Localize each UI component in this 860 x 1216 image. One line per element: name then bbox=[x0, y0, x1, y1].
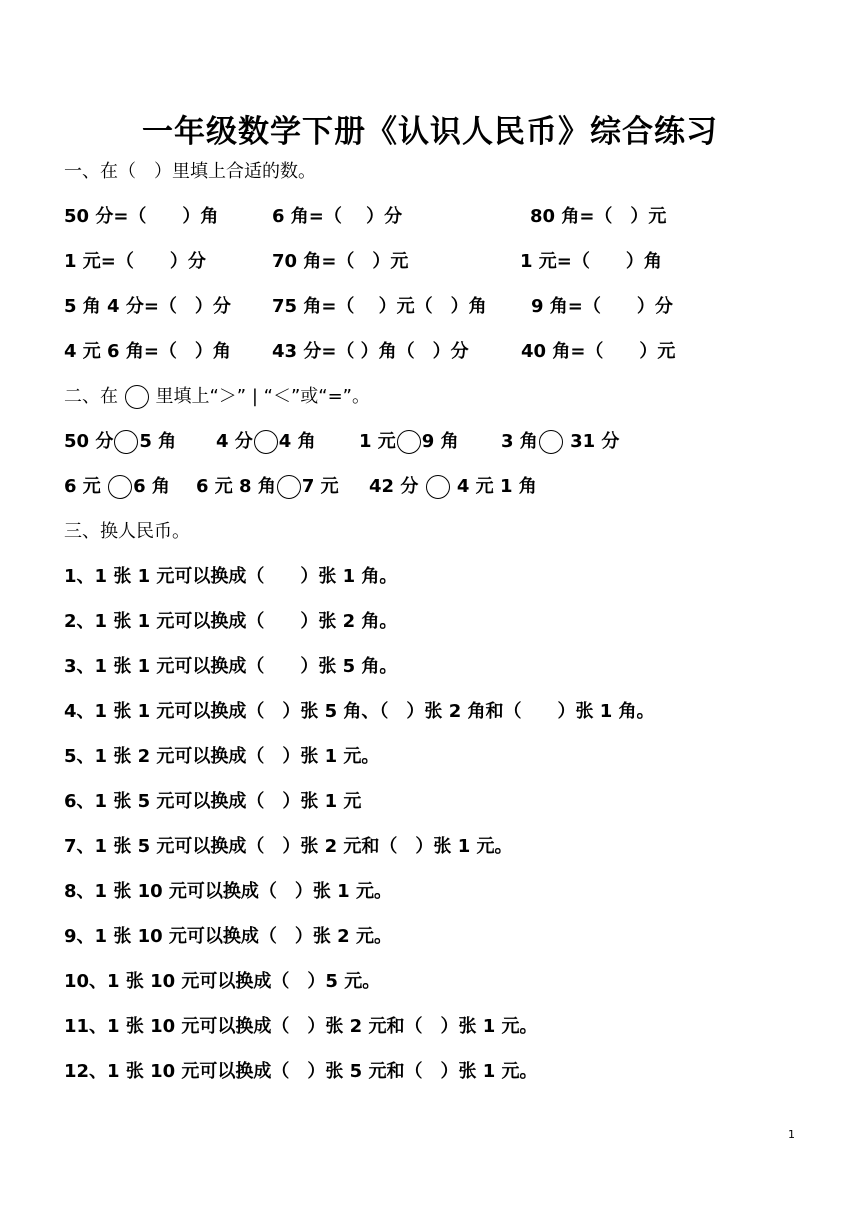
fill-item: 50 分=（ ）角 bbox=[64, 206, 219, 227]
compare-item bbox=[369, 472, 537, 502]
fill-row-2 bbox=[64, 247, 824, 277]
fill-item: 4 元 6 角=（ ）角 bbox=[64, 341, 231, 362]
fill-item: 1 元=（ ）分 bbox=[64, 251, 206, 272]
fill-item: 1 元=（ ）角 bbox=[520, 251, 662, 272]
fill-item: 80 角=（ ）元 bbox=[530, 206, 667, 227]
compare-left: 50 分 bbox=[64, 431, 114, 452]
section-3-heading: 三、换人民币。 bbox=[64, 521, 190, 542]
answer-circle[interactable] bbox=[539, 430, 563, 454]
exchange-item: 2、1 张 1 元可以换成（ ）张 2 角。 bbox=[64, 611, 398, 632]
fill-item: 5 角 4 分=（ ）分 bbox=[64, 296, 231, 317]
compare-left: 4 分 bbox=[216, 431, 253, 452]
answer-circle[interactable] bbox=[108, 475, 132, 499]
exchange-item: 10、1 张 10 元可以换成（ ）5 元。 bbox=[64, 971, 381, 992]
fill-item: 75 角=（ ）元（ ）角 bbox=[272, 296, 487, 317]
answer-circle[interactable] bbox=[426, 475, 450, 499]
fill-item: 40 角=（ ）元 bbox=[521, 341, 676, 362]
fill-row-4 bbox=[64, 337, 824, 367]
exchange-item: 9、1 张 10 元可以换成（ ）张 2 元。 bbox=[64, 926, 392, 947]
answer-circle[interactable] bbox=[114, 430, 138, 454]
fill-item: 70 角=（ ）元 bbox=[272, 251, 409, 272]
exchange-item: 8、1 张 10 元可以换成（ ）张 1 元。 bbox=[64, 881, 392, 902]
compare-item bbox=[64, 427, 176, 457]
heading-suffix: 里填上“＞” | “＜”或“=”。 bbox=[155, 386, 371, 407]
fill-item: 6 角=（ ）分 bbox=[272, 206, 403, 227]
compare-item bbox=[359, 427, 459, 457]
exchange-item: 6、1 张 5 元可以换成（ ）张 1 元 bbox=[64, 791, 362, 812]
compare-left: 3 角 bbox=[501, 431, 538, 452]
answer-circle[interactable] bbox=[277, 475, 301, 499]
fill-item: 9 角=（ ）分 bbox=[531, 296, 673, 317]
exchange-item: 5、1 张 2 元可以换成（ ）张 1 元。 bbox=[64, 746, 380, 767]
compare-right: 5 角 bbox=[139, 431, 177, 452]
compare-right: 4 元 1 角 bbox=[456, 476, 537, 497]
answer-circle[interactable] bbox=[397, 430, 421, 454]
compare-right: 31 分 bbox=[570, 431, 620, 452]
exchange-item: 1、1 张 1 元可以换成（ ）张 1 角。 bbox=[64, 566, 398, 587]
compare-row-1 bbox=[64, 427, 824, 457]
compare-right: 4 角 bbox=[278, 431, 316, 452]
fill-row-3 bbox=[64, 292, 824, 322]
compare-item bbox=[64, 472, 170, 502]
compare-left: 42 分 bbox=[369, 476, 419, 497]
fill-row-1 bbox=[64, 202, 824, 232]
heading-prefix: 二、在 bbox=[64, 386, 118, 407]
compare-item bbox=[501, 427, 619, 457]
compare-item bbox=[216, 427, 316, 457]
exchange-item: 4、1 张 1 元可以换成（ ）张 5 角、（ ）张 2 角和（ ）张 1 角。 bbox=[64, 701, 655, 722]
compare-item bbox=[196, 472, 339, 502]
answer-circle[interactable] bbox=[254, 430, 278, 454]
compare-right: 6 角 bbox=[133, 476, 170, 497]
compare-row-2 bbox=[64, 472, 824, 502]
page-title: 一年级数学下册《认识人民币》综合练习 bbox=[142, 114, 718, 150]
compare-left: 6 元 8 角 bbox=[196, 476, 276, 497]
compare-right: 7 元 bbox=[301, 476, 339, 497]
exchange-item: 11、1 张 10 元可以换成（ ）张 2 元和（ ）张 1 元。 bbox=[64, 1016, 538, 1037]
exchange-item: 3、1 张 1 元可以换成（ ）张 5 角。 bbox=[64, 656, 398, 677]
exchange-item: 12、1 张 10 元可以换成（ ）张 5 元和（ ）张 1 元。 bbox=[64, 1061, 538, 1082]
compare-left: 1 元 bbox=[359, 431, 396, 452]
fill-item: 43 分=（ ）角（ ）分 bbox=[272, 341, 469, 362]
circle-icon bbox=[125, 385, 149, 409]
section-2-heading bbox=[64, 382, 370, 412]
exchange-item: 7、1 张 5 元可以换成（ ）张 2 元和（ ）张 1 元。 bbox=[64, 836, 513, 857]
section-1-heading: 一、在（ ）里填上合适的数。 bbox=[64, 161, 316, 182]
compare-right: 9 角 bbox=[421, 431, 459, 452]
compare-left: 6 元 bbox=[64, 476, 101, 497]
page-number: 1 bbox=[788, 1128, 795, 1141]
